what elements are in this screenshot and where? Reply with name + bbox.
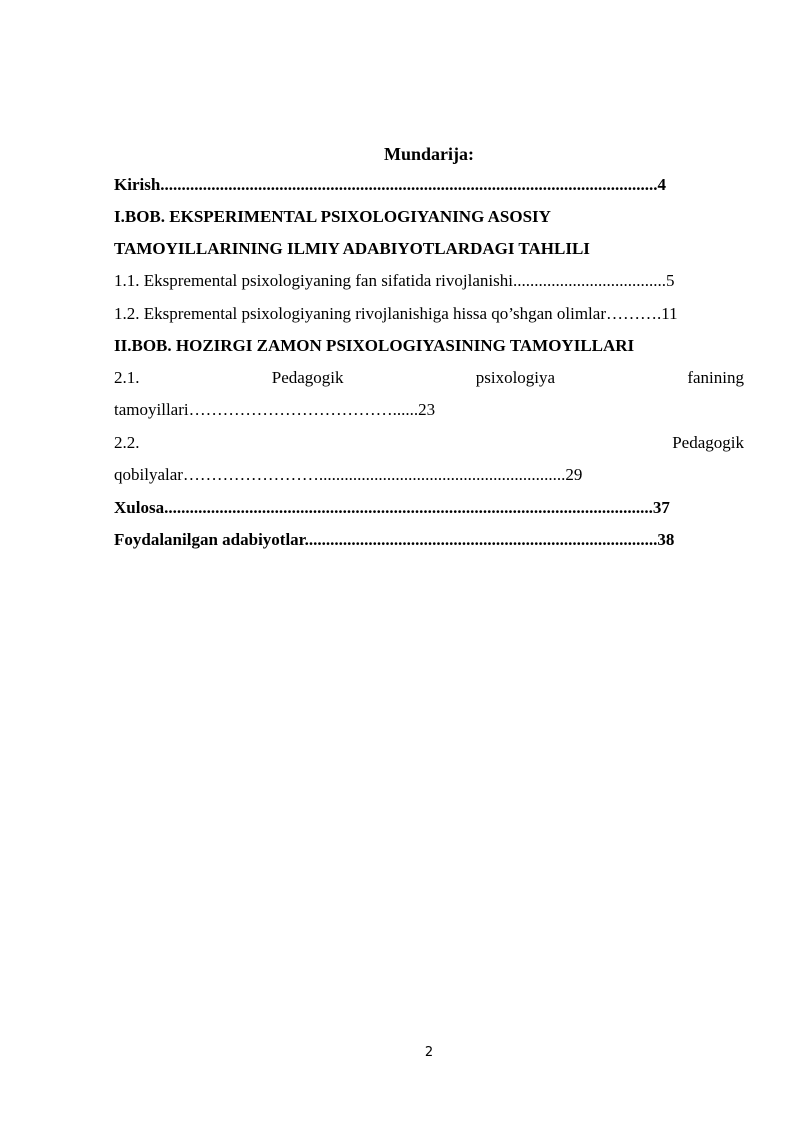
toc-entry-2-2-line-2: qobilyalar……………………..........................................................29 [114,465,583,484]
toc-entry-1-1: 1.1. Ekspremental psixologiyaning fan sifatida rivojlanishi....................................5 [114,271,675,290]
toc-entry-adabiyotlar: Foydalanilgan adabiyotlar...................................................................................38 [114,530,675,549]
toc-entry-2-1-word-3: fanining [687,368,744,387]
toc-entry-2-1-line-1 [114,366,744,390]
toc-entry-2-2-word-1: Pedagogik [672,433,744,452]
toc-entry-1-2: 1.2. Ekspremental psixologiyaning rivojlanishiga hissa qo’shgan olimlar……….11 [114,304,678,323]
toc-entry-2-1-word-1: Pedagogik [271,368,344,387]
toc-chapter-2: II.BOB. HOZIRGI ZAMON PSIXOLOGIYASINING TAMOYILLARI [114,336,635,355]
toc-entry-kirish: Kirish.....................................................................................................................4 [114,175,667,194]
toc-entry-2-2-number: 2.2. [114,433,140,452]
page-number: 2 [424,1045,434,1060]
page-title: Mundarija: [384,144,474,164]
toc-chapter-1-line-2: TAMOYILLARINING ILMIY ADABIYOTLARDAGI TAHLILI [114,239,590,258]
toc-chapter-1-line-1: I.BOB. EKSPERIMENTAL PSIXOLOGIYANING ASOSIY [114,207,551,226]
toc-entry-2-1-number: 2.1. [114,368,140,387]
toc-entry-2-1-word-2: psixologiya [475,368,556,387]
toc-entry-2-1-line-2: tamoyillari………………………………......23 [114,400,436,419]
toc-entry-xulosa: Xulosa...................................................................................................................37 [114,498,670,517]
toc-entry-2-2-line-1 [114,431,744,455]
